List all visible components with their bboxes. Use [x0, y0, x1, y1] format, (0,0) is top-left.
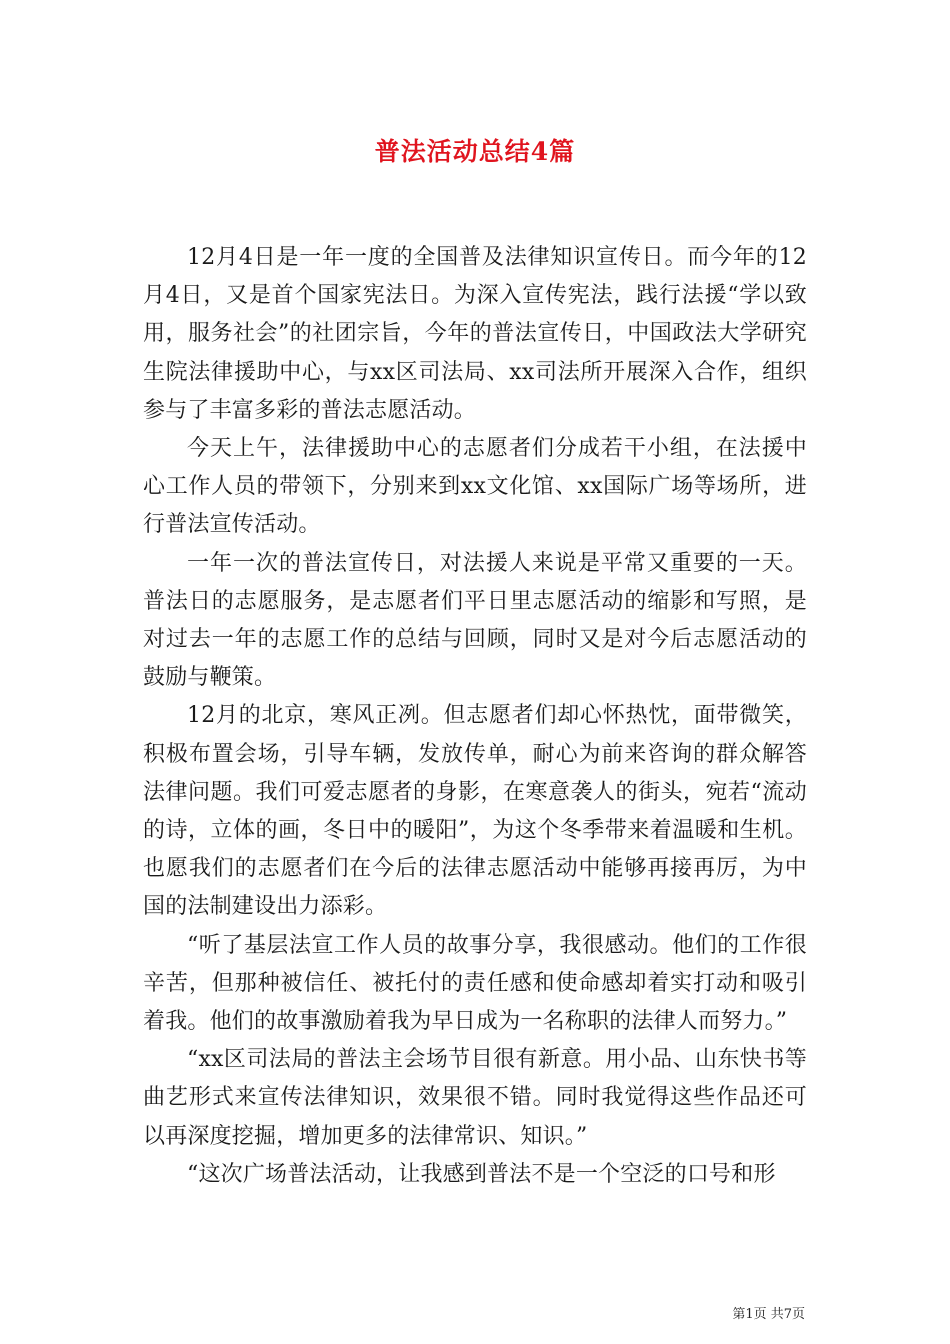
document-title: 普法活动总结4篇	[374, 137, 576, 166]
paragraph: 一年一次的普法宣传日，对法援人来说是平常又重要的一天。普法日的志愿服务，是志愿者们平日里志愿活动的缩影和写照，是对过去一年的志愿工作的总结与回顾，同时又是对今后志愿活动的鼓励与鞭策。	[143, 550, 807, 691]
paragraph: 12月的北京，寒风正冽。但志愿者们却心怀热忱，面带微笑，积极布置会场，引导车辆，发放传单，耐心为前来咨询的群众解答法律问题。我们可爱志愿者的身影，在寒意袭人的街头，宛若“流动的诗，立体的画，冬日中的暖阳”，为这个冬季带来着温暖和生机。也愿我们的志愿者们在今后的法律志愿活动中能够再接再厉，为中国的法制建设出力添彩。	[143, 703, 807, 920]
paragraph: 12月4日是一年一度的全国普及法律知识宣传日。而今年的12月4日，又是首个国家宪法日。为深入宣传宪法，践行法援“学以致用，服务社会”的社团宗旨，今年的普法宣传日，中国政法大学研究生院法律援助中心，与xx区司法局、xx司法所开展深入合作，组织参与了丰富多彩的普法志愿活动。	[143, 245, 807, 423]
paragraph: “xx区司法局的普法主会场节目很有新意。用小品、山东快书等曲艺形式来宣传法律知识，效果很不错。同时我觉得这些作品还可以再深度挖掘，增加更多的法律常识、知识。”	[143, 1047, 807, 1149]
paragraph: “听了基层法宣工作人员的故事分享，我很感动。他们的工作很辛苦，但那种被信任、被托付的责任感和使命感却着实打动和吸引着我。他们的故事激励着我为早日成为一名称职的法律人而努力。”	[143, 932, 807, 1035]
paragraph: “这次广场普法活动，让我感到普法不是一个空泛的口号和形	[187, 1161, 776, 1187]
paragraph: 今天上午，法律援助中心的志愿者们分成若干小组，在法援中心工作人员的带领下，分别来到xx文化馆、xx国际广场等场所，进行普法宣传活动。	[143, 436, 807, 538]
page-number: 第1页 共7页	[732, 1307, 805, 1322]
document-body	[143, 239, 807, 1194]
